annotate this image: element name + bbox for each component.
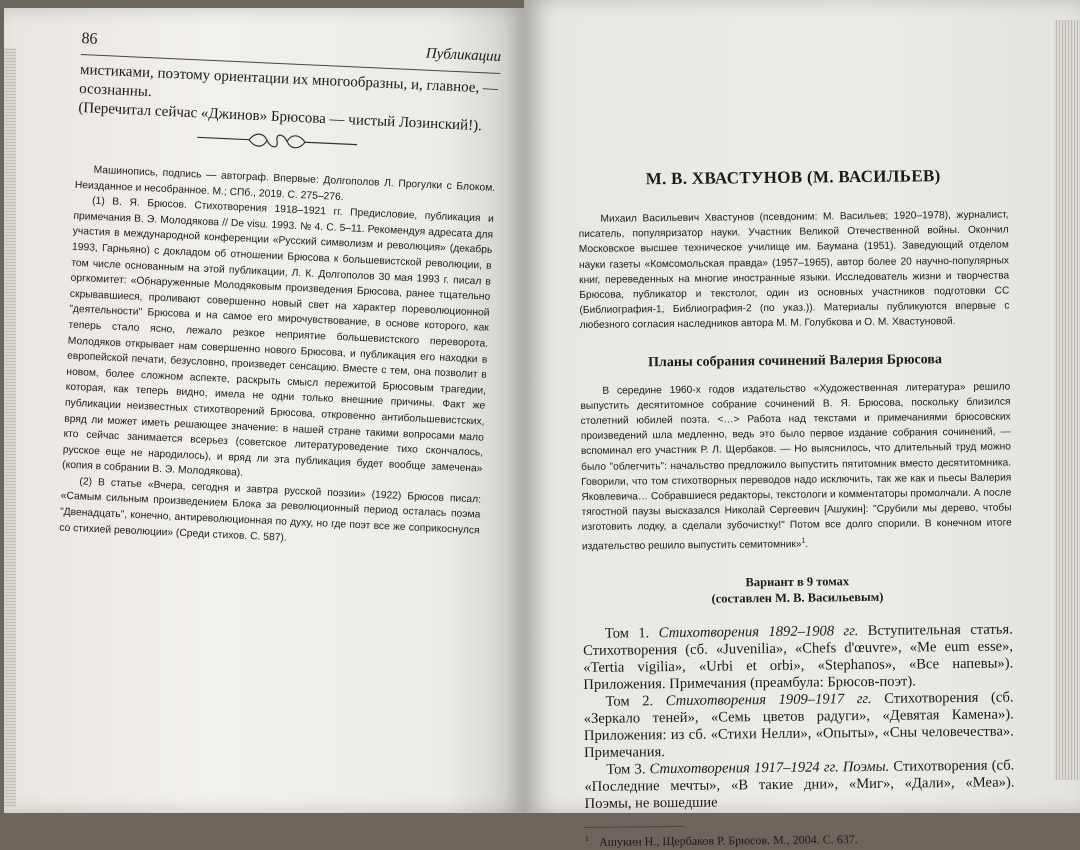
notes <box>59 162 496 555</box>
volume-number: Том 1. <box>604 625 650 642</box>
section-title: Планы собрания сочинений Валерия Брюсова <box>648 351 943 370</box>
volume-number: Том 2. <box>605 693 654 710</box>
volume-entry <box>584 758 1015 814</box>
note-1: (1) В. Я. Брюсов. Стихотворения 1918–1921 гг. Предисловие, публикация и примечания В. Э. Молодякова // De visu. 1993. № 4. С. 5–11. Рекомендуя адресата для участия в международной конференции «Русский символизм и революция» (декабрь 1993, Гарньяно) с докладом об отношении Брюсова к большевистской революции, в том числе основанным на этой публикации, Л. К. Долгополов 30 мая 1993 г. писал в оргкомитет: «Обнаруженные Молодяковым произведения Брюсова, ранее тщательно скрывавшиеся, проливают совершенно новый свет на характер пореволюционной "деятельности" Брюсова и на самое его мирочувствование, в основе которого, как теперь стало ясно, лежало резкое неприятие большевистского переворота. Молодяков открывает нам совершенно нового Брюсова, и публикация его находки в европейской печати, безусловно, произведет сенсацию. Вместе с тем, она позволит в новом, более сложном аспекте, раскрыть смысл пережитой Брюсовым трагедии, которая, как теперь видно, имела не одни только внешние причины. Факт же публикации неизвестных стихотворений Брюсова, откровенно антибольшевистских, вряд ли может иметь решающее значение: в нашей стране такими вопросами мало кто сейчас занимается всерьез (советское литературоведение тихо скончалось, русское еще не народилось), и вряд ли эта публикация будет вообще замечена» (копия в собрании В. Э. Молодякова). <box>61 195 494 480</box>
body-paragraph: В середине 1960-х годов издательство «Художественная литература» решило выпустить десятитомное собрание сочинений В. Я. Брюсова, поскольку близился столетний юбилей поэта. <…> Работа над текстами и примечаниями брюсовских произведений шла медленно, ведь это было первое издание собрания сочинений, — вспоминал его участник Р. Л. Щербаков. — Но выяснилось, что длительный труд можно было "облегчить": начальство предложило выпустить пятитомник вместо десятитомника. Говорили, что том стихотворных переводов надо исключить, так же как и пьесы Валерия Яковлевича… Собравшиеся редакторы, текстологи и комментаторы промолчали. А после тягостной паузы высказался Николай Сергеевич [Ашукин]: "Срубили мы дерево, чтобы изготовить лодку, а сделали зубочистку!" Потом все долго спорили. В конечном итоге издательство решило выпустить семитомник»$^1$. <box>580 381 1012 553</box>
note-source: Машинопись, подпись — автограф. Впервые: Долгополов Л. Прогулки с Блоком. Неизданное и несобранное. М.; СПб., 2019. С. 275–276. <box>74 164 496 203</box>
page-edge-right <box>1054 20 1080 780</box>
volume-title: Стихотворения 1917–1924 гг. Поэмы. <box>649 759 890 778</box>
left-page <box>4 8 524 813</box>
poem-end <box>78 61 500 137</box>
volume-list <box>583 622 1015 813</box>
page-edge-left <box>4 48 16 808</box>
variant-subtitle-line: (составлен М. В. Васильевым) <box>711 590 884 606</box>
volume-entry <box>583 690 1014 762</box>
volume-title: Стихотворения 1892–1908 гг. <box>658 623 859 642</box>
right-page <box>524 0 1080 850</box>
note-2: (2) В статье «Вчера, сегодня и завтра русской поэзии» (1922) Брюсов писал: «Самым сильным произведением Блока за революционный период осталась поэма "Двенадцать", конечно, антиреволюционная по духу, но где поэт все же соприкоснулся со стихией революции» (Среди стихов. С. 587). <box>59 476 482 544</box>
volume-number: Том 3. <box>606 761 646 778</box>
footnote <box>585 830 1015 850</box>
footnote-mark: 1 <box>801 537 806 545</box>
volume-contents: Стихотворения (сб. «Зеркало теней», «Семь цветов радуги», «Девятая Камена»). Приложения: из сб. «Стихи Нелли», «Опыты», «Сны человечества». Примечания. <box>583 689 1014 762</box>
volume-entry <box>583 622 1014 694</box>
author-intro: Михаил Васильевич Хвастунов (псевдоним: М. Васильев; 1920–1978), журналист, писатель, популяризатор науки. Участник Великой Отечественной войны. Окончил Московское высшее техническое училище им. Баумана (1951). Заведующий отделом науки газеты «Комсомольская правда» (1957–1965), автор более 20 научно-популярных книг, переведенных на многие иностранные языки. Исследователь жизни и творчества Брюсова, публикатор и текстолог, один из основных участников подготовки СС (Библиография-1, Библиография-2 (по указ.)). Материалы публикуются впервые с любезного согласия наследников автора М. М. Голубкова и О. М. Хвастуновой. <box>578 209 1010 332</box>
poem-line: мистиками, поэтому ориентации их многообразны, и, главное, — осознанны. <box>78 61 499 101</box>
left-page-content <box>59 28 502 555</box>
volume-contents: Вступительная статья. Стихотворения (сб. «Juvenilia», «Chefs d'œuvre», «Me eum esse», «Tertia vigilia», «Urbi et orbi», «Stephanos», «Все напевы»). Приложения. Примечания (преамбула: Брюсов-поэт). <box>582 621 1014 694</box>
poem-line: (Перечитал сейчас «Джинов» Брюсова — чистый Лозинский!). <box>78 99 483 135</box>
volume-title: Стихотворения 1909–1917 гг. <box>665 691 872 710</box>
variant-title <box>582 572 1012 609</box>
body-text: В середине 1960-х годов издательство «Художественная литература» решило выпустить десятитомное собрание сочинений В. Я. Брюсова, поскольку близился столетний юбилей поэта. <…> Работа над текстами и примечаниями брюсовских произведений шла медленно, ведь это было первое издание собрания сочинений, — вспоминал его участник Р. Л. Щербаков. — Но выяснилось, что длительный труд можно было "облегчить": начальство предложило выпустить пятитомник вместо десятитомника. Говорили, что том стихотворных переводов надо исключить, так же как и пьесы Валерия Яковлевича… Собравшиеся редакторы, текстологи и комментаторы промолчали. А после тягостной паузы высказался Николай Сергеевич [Ашукин]: "Срубили мы дерево, чтобы изготовить лодку, а сделали зубочистку!" Потом все долго спорили. В конечном итоге издательство решило выпустить семитомник» <box>580 381 1012 553</box>
variant-title-line: Вариант в 9 томах <box>745 574 850 590</box>
right-page-content <box>578 165 1015 850</box>
footnote-number: 1 <box>584 834 590 844</box>
article-title: М. В. ХВАСТУНОВ (М. ВАСИЛЬЕВ) <box>645 166 941 189</box>
footnote-text: Ашукин Н., Щербаков Р. Брюсов. М., 2004. С. 637. <box>598 832 858 850</box>
volume-contents: Стихотворения (сб. «Последние мечты», «В такие дни», «Миг», «Дали», «Меа»). Поэмы, не вошедшие <box>584 757 1015 813</box>
running-head: Публикации <box>425 45 502 66</box>
footnote-rule <box>585 826 685 828</box>
page-number: 86 <box>81 29 98 48</box>
